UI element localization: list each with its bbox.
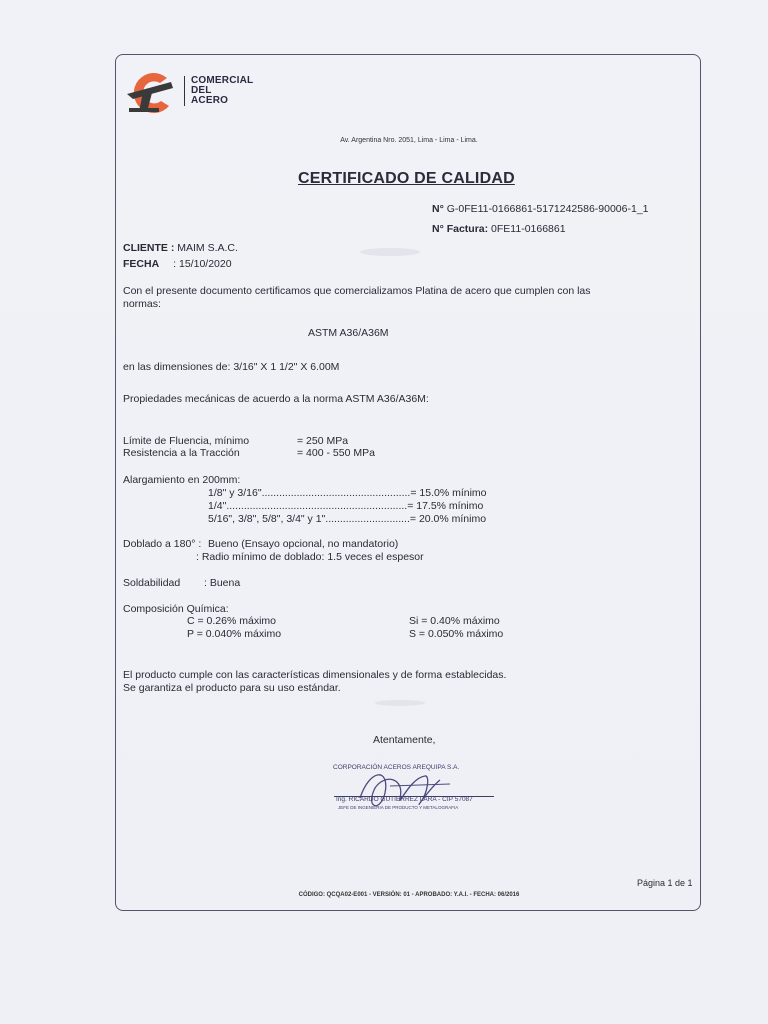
properties-title: Propiedades mecánicas de acuerdo a la norma ASTM A36/A36M: bbox=[123, 393, 429, 405]
chemistry-phosphorus: P = 0.040% máximo bbox=[187, 628, 282, 640]
client-label: CLIENTE : bbox=[123, 242, 178, 254]
company-name-line1: COMERCIAL bbox=[191, 75, 254, 86]
elongation-row: 5/16", 3/8", 5/8", 3/4" y 1".............................= 20.0% mínimo bbox=[208, 513, 487, 525]
chemistry-sulfur: S = 0.050% máximo bbox=[409, 628, 504, 640]
company-name-line3: ACERO bbox=[191, 95, 229, 106]
closing-text-2: Se garantiza el producto para su uso estándar. bbox=[123, 682, 341, 694]
yield-label: Límite de Fluencia, mínimo bbox=[123, 435, 250, 447]
intro-text: Con el presente documento certificamos que comercializamos Platina de acero que cumplen con las bbox=[123, 285, 591, 297]
chemistry-title: Composición Química: bbox=[123, 603, 229, 615]
client-line bbox=[123, 242, 238, 254]
company-name bbox=[184, 76, 253, 106]
signature-drawing bbox=[330, 758, 500, 828]
certificate-number bbox=[432, 203, 649, 215]
invoice-value: 0FE11-0166861 bbox=[491, 223, 566, 235]
client-value: MAIM S.A.C. bbox=[177, 242, 238, 254]
certificate-number-label: N° bbox=[432, 203, 447, 215]
page-number: Página 1 de 1 bbox=[637, 878, 693, 888]
stamp-signer-role: JEFE DE INGENIERIA DE PRODUCTO Y METALOGRAFIA bbox=[338, 805, 459, 810]
elongation-row: 1/4"..............................................................= 17.5% mínimo bbox=[208, 500, 484, 512]
tensile-label: Resistencia a la Tracción bbox=[123, 447, 240, 459]
elongation-row: 1/8" y 3/16"...................................................= 15.0% mínimo bbox=[208, 487, 487, 499]
document-footer-code: CÓDIGO: QCQA02-E001 - VERSIÓN: 01 - APROBADO: Y.A.I. - FECHA: 06/2016 bbox=[298, 892, 520, 898]
company-logo bbox=[123, 68, 183, 116]
invoice-number bbox=[432, 223, 566, 235]
yield-value: = 250 MPa bbox=[297, 435, 349, 447]
invoice-label: N° Factura: bbox=[432, 223, 492, 235]
closing-text: El producto cumple con las características dimensionales y de forma establecidas. bbox=[123, 669, 507, 681]
bend-result: Bueno (Ensayo opcional, no mandatorio) bbox=[208, 538, 399, 550]
standard-name: ASTM A36/A36M bbox=[308, 327, 389, 339]
company-name-line2: DEL bbox=[191, 85, 212, 96]
stamp-company: CORPORACIÓN ACEROS AREQUIPA S.A. bbox=[333, 764, 460, 771]
date-line bbox=[123, 258, 232, 270]
certificate-number-value: G-0FE11-0166861-5171242586-90006-1_1 bbox=[446, 203, 649, 215]
intro-text-2: normas: bbox=[123, 298, 161, 310]
bend-label: Doblado a 180° : bbox=[123, 538, 202, 550]
weldability-label: Soldabilidad bbox=[123, 577, 181, 589]
elongation-title: Alargamiento en 200mm: bbox=[123, 474, 241, 486]
bend-radius: : Radio mínimo de doblado: 1.5 veces el espesor bbox=[196, 551, 424, 563]
tensile-value: = 400 - 550 MPa bbox=[297, 447, 375, 459]
document-title: CERTIFICADO DE CALIDAD bbox=[298, 170, 515, 187]
stamp-signer-name: Ing. RICARDO GUTIERREZ LARA - CIP 57087 bbox=[336, 796, 473, 803]
date-value: : 15/10/2020 bbox=[173, 258, 232, 270]
chemistry-silicon: Si = 0.40% máximo bbox=[409, 615, 500, 627]
regards-text: Atentamente, bbox=[373, 734, 436, 746]
chemistry-carbon: C = 0.26% máximo bbox=[187, 615, 276, 627]
weldability-value: : Buena bbox=[204, 577, 241, 589]
dimensions-text: en las dimensiones de: 3/16" X 1 1/2" X 6.00M bbox=[123, 361, 340, 373]
company-address: Av. Argentina Nro. 2051, Lima - Lima - Lima. bbox=[340, 137, 478, 144]
date-label: FECHA bbox=[123, 258, 160, 270]
